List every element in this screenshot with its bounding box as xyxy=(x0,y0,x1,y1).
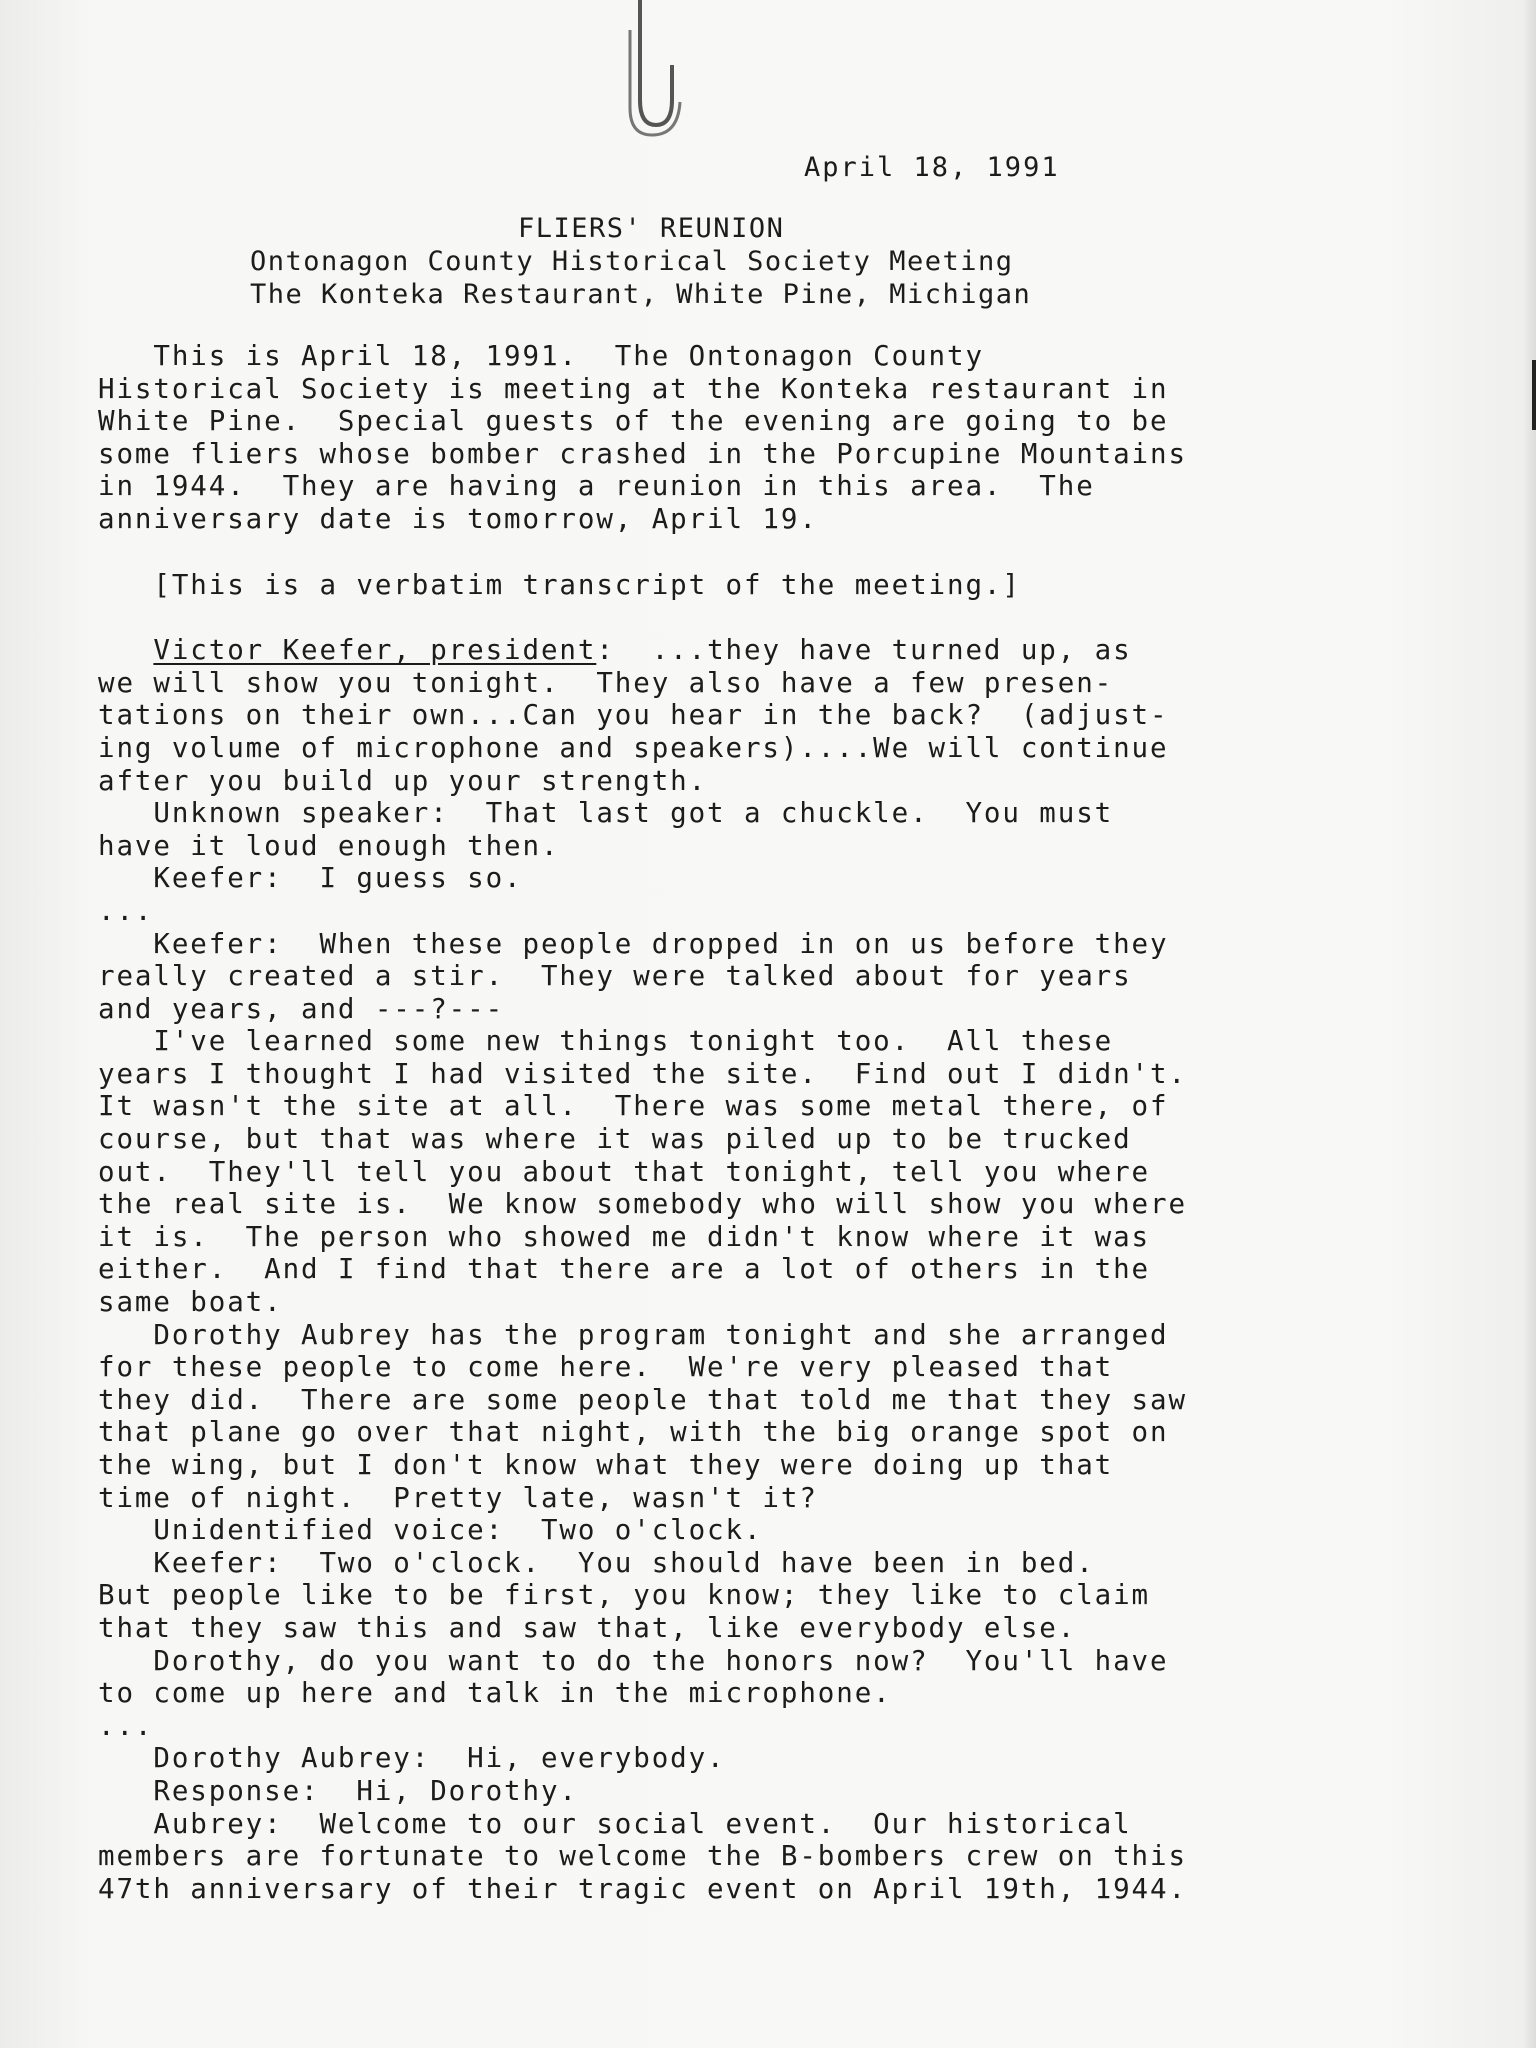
transcript-line: Aubrey: Welcome to our social event. Our historical xyxy=(98,1807,1132,1840)
intro-line: Historical Society is meeting at the Konteka restaurant in xyxy=(98,372,1169,405)
transcript-line: Keefer: I guess so. xyxy=(98,862,523,895)
transcript-line: either. And I find that there are a lot of others in the xyxy=(98,1253,1151,1286)
transcript-line: out. They'll tell you about that tonight, tell you where xyxy=(98,1155,1151,1188)
transcript-line: for these people to come here. We're very pleased that xyxy=(98,1351,1114,1384)
transcript-line: we will show you tonight. They also have a few presen- xyxy=(98,666,1114,699)
transcript-line: years I thought I had visited the site. Find out I didn't. xyxy=(98,1057,1187,1090)
transcript-line: and years, and ---?--- xyxy=(98,992,505,1025)
transcript-line: it is. The person who showed me didn't know where it was xyxy=(98,1220,1151,1253)
transcript-line: I've learned some new things tonight too. All these xyxy=(98,1025,1114,1058)
transcript-line: the real site is. We know somebody who will show you where xyxy=(98,1188,1187,1221)
transcript-line: tations on their own...Can you hear in the back? (adjust- xyxy=(98,699,1169,732)
page-edge xyxy=(1522,0,1536,2048)
transcript-line: ... xyxy=(98,1709,154,1742)
transcript-line: they did. There are some people that told me that they saw xyxy=(98,1383,1187,1416)
transcript-note: [This is a verbatim transcript of the meeting.] xyxy=(98,568,1021,601)
paperclip-icon xyxy=(622,0,682,140)
transcript-body xyxy=(98,340,1298,1905)
intro-line: anniversary date is tomorrow, April 19. xyxy=(98,502,818,535)
transcript-line: 47th anniversary of their tragic event on April 19th, 1944. xyxy=(98,1872,1187,1905)
transcript-line: Unknown speaker: That last got a chuckle. You must xyxy=(98,797,1114,830)
transcript-line: But people like to be first, you know; they like to claim xyxy=(98,1579,1151,1612)
transcript-line: Unidentified voice: Two o'clock. xyxy=(98,1514,763,1547)
heading-title: FLIERS' REUNION xyxy=(518,213,785,244)
speaker-text: : ...they have turned up, as xyxy=(596,634,1132,667)
transcript-line: same boat. xyxy=(98,1286,283,1319)
transcript-line: to come up here and talk in the microphone. xyxy=(98,1677,892,1710)
heading-subtitle-1: Ontonagon County Historical Society Meeting xyxy=(250,246,1014,277)
transcript-line: Keefer: Two o'clock. You should have been in bed. xyxy=(98,1546,1095,1579)
transcript-line: Response: Hi, Dorothy. xyxy=(98,1774,578,1807)
heading-subtitle-2: The Konteka Restaurant, White Pine, Michigan xyxy=(250,279,1032,310)
transcript-line: have it loud enough then. xyxy=(98,829,560,862)
speaker-name: Victor Keefer, president xyxy=(153,634,597,667)
intro-line: White Pine. Special guests of the evening are going to be xyxy=(98,405,1169,438)
transcript-line: ... xyxy=(98,894,154,927)
transcript-line: ing volume of microphone and speakers)....We will continue xyxy=(98,731,1169,764)
transcript-line: Dorothy Aubrey: Hi, everybody. xyxy=(98,1742,726,1775)
transcript-line: Keefer: When these people dropped in on us before they xyxy=(98,927,1169,960)
transcript-line: that they saw this and saw that, like everybody else. xyxy=(98,1611,1077,1644)
transcript-line: It wasn't the site at all. There was some metal there, of xyxy=(98,1090,1169,1123)
transcript-line: members are fortunate to welcome the B-bombers crew on this xyxy=(98,1840,1187,1873)
intro-line: This is April 18, 1991. The Ontonagon County xyxy=(98,340,984,372)
intro-line: in 1944. They are having a reunion in this area. The xyxy=(98,470,1095,503)
document-date: April 18, 1991 xyxy=(804,152,1060,183)
transcript-line: really created a stir. They were talked about for years xyxy=(98,960,1132,993)
transcript-line: Dorothy Aubrey has the program tonight and she arranged xyxy=(98,1318,1169,1351)
intro-line: some fliers whose bomber crashed in the Porcupine Mountains xyxy=(98,437,1187,470)
transcript-line: course, but that was where it was piled up to be trucked xyxy=(98,1123,1132,1156)
transcript-line: time of night. Pretty late, wasn't it? xyxy=(98,1481,818,1514)
transcript-line: that plane go over that night, with the big orange spot on xyxy=(98,1416,1169,1449)
transcript-line: Dorothy, do you want to do the honors now? You'll have xyxy=(98,1644,1169,1677)
edge-mark xyxy=(1532,360,1536,430)
transcript-line: the wing, but I don't know what they were doing up that xyxy=(98,1449,1114,1481)
transcript-line: after you build up your strength. xyxy=(98,764,708,797)
speaker-line xyxy=(98,634,1298,667)
